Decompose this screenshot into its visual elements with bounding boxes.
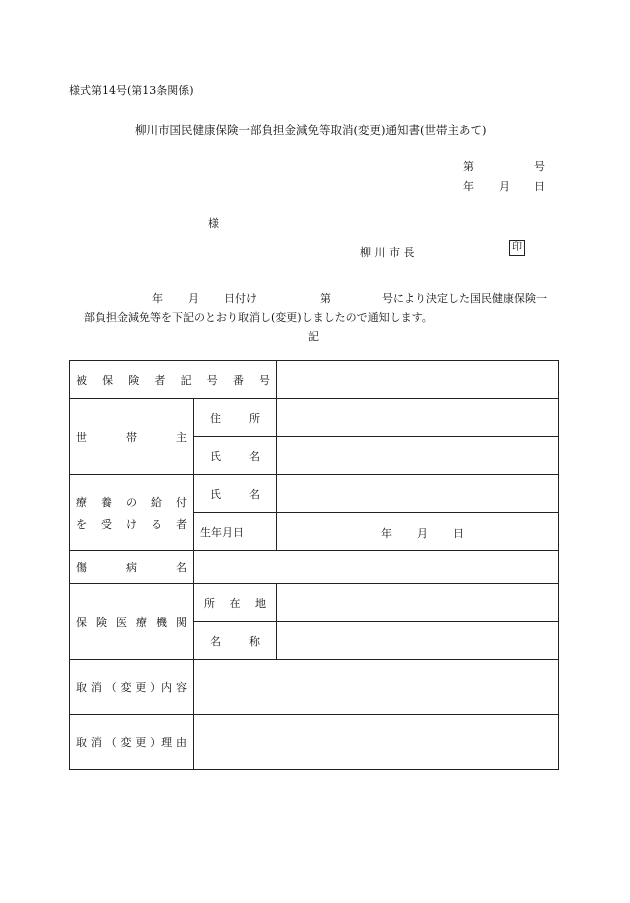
body-line1-rest: 号により決定した国民健康保険一	[382, 292, 547, 305]
addressee-sama: 様	[208, 217, 219, 230]
form-number: 様式第14号(第13条関係)	[69, 84, 194, 97]
row-institution-location	[70, 584, 559, 622]
label-institution-name: 名 称	[194, 622, 277, 660]
label-recipient-name: 氏 名	[194, 475, 277, 513]
form-table	[69, 360, 559, 770]
field-disease[interactable]	[194, 551, 559, 584]
label-cancel-reason: 取 消 （ 変 更 ）理 由	[70, 715, 194, 770]
birth-tsuki: 月	[417, 526, 428, 540]
label-insured-number: 被 保 険 者 記 号 番 号	[70, 361, 277, 399]
field-cancel-content[interactable]	[194, 660, 559, 715]
field-cancel-reason[interactable]	[194, 715, 559, 770]
field-birthdate[interactable]	[277, 513, 559, 551]
row-recipient-name	[70, 475, 559, 513]
page-title: 柳川市国民健康保険一部負担金減免等取消(変更)通知書(世帯主あて)	[135, 123, 487, 137]
issuer-name: 柳 川 市 長	[360, 246, 415, 259]
row-householder-address	[70, 399, 559, 437]
field-insured-number[interactable]	[277, 361, 559, 399]
label-birthdate: 生年月日	[194, 513, 277, 551]
row-cancel-reason	[70, 715, 559, 770]
field-institution-location[interactable]	[277, 584, 559, 622]
field-householder-address[interactable]	[277, 399, 559, 437]
label-cancel-content: 取 消 （ 変 更 ）内 容	[70, 660, 194, 715]
label-householder-name: 氏 名	[194, 437, 277, 475]
date-hi: 日	[534, 180, 545, 193]
field-institution-name[interactable]	[277, 622, 559, 660]
body-tsuki: 月	[188, 292, 199, 305]
doc-dai: 第	[463, 160, 474, 173]
body-dai: 第	[320, 292, 331, 305]
label-address: 住 所	[194, 399, 277, 437]
row-insured-number	[70, 361, 559, 399]
row-disease	[70, 551, 559, 584]
field-householder-name[interactable]	[277, 437, 559, 475]
body-hizuke: 日付け	[224, 292, 257, 305]
label-recipient: 療 養 の 給 付 を 受 け る 者	[70, 475, 194, 551]
body-nen: 年	[152, 292, 163, 305]
label-location: 所 在 地	[194, 584, 277, 622]
birth-nen: 年	[381, 526, 392, 540]
label-householder: 世 帯 主	[70, 399, 194, 475]
birth-hi: 日	[453, 526, 464, 540]
label-institution: 保 険 医 療 機 関	[70, 584, 194, 660]
body-line2: 部負担金減免等を下記のとおり取消し(変更)しましたので通知します。	[84, 311, 433, 324]
ki-heading: 記	[308, 330, 319, 343]
date-tsuki: 月	[499, 180, 510, 193]
doc-go: 号	[534, 160, 545, 173]
row-cancel-content	[70, 660, 559, 715]
label-disease: 傷 病 名	[70, 551, 194, 584]
date-nen: 年	[463, 180, 474, 193]
field-recipient-name[interactable]	[277, 475, 559, 513]
seal-mark: 印	[509, 240, 525, 256]
